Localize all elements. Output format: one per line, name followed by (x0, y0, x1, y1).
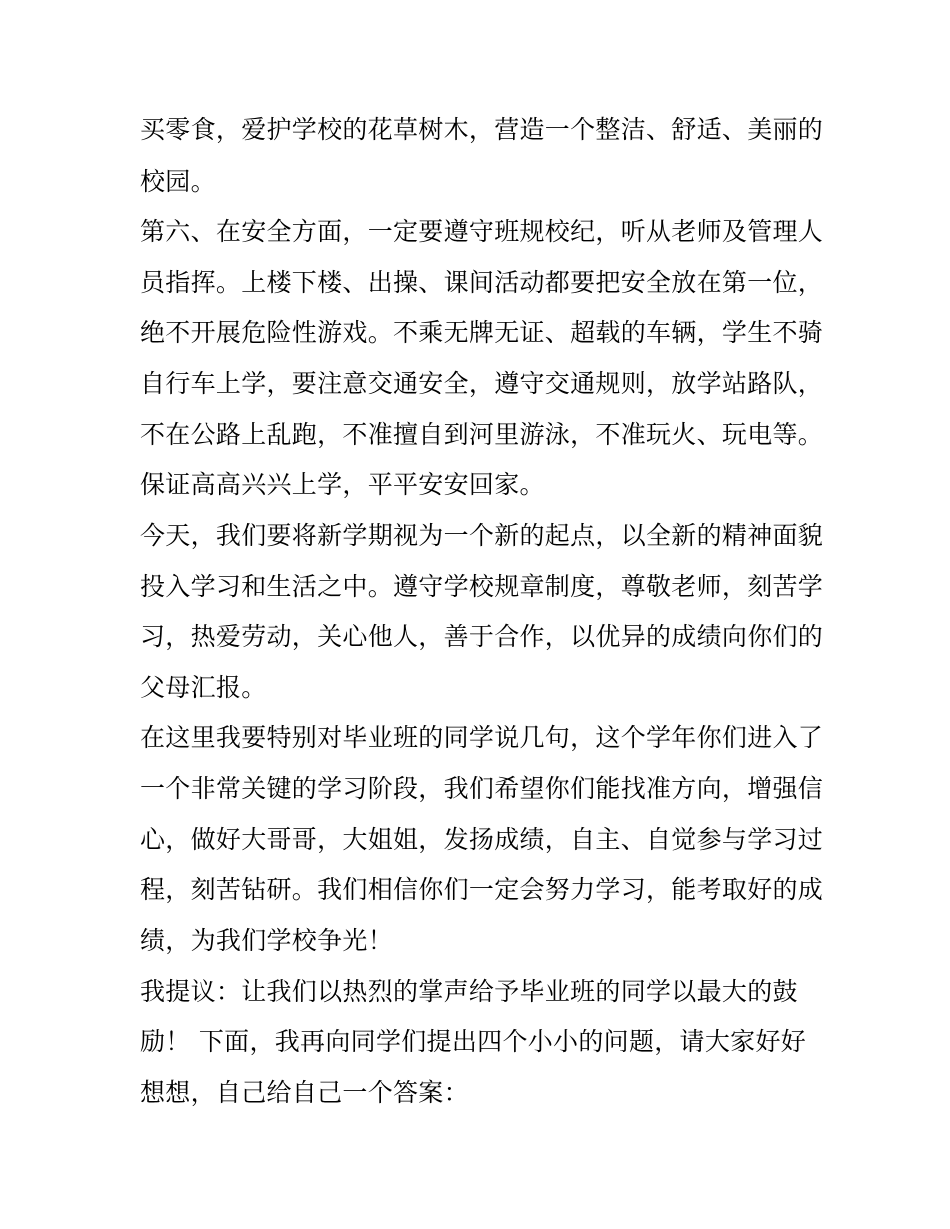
text-line: 习，热爱劳动，关心他人，善于合作，以优异的成绩向你们的 (140, 622, 824, 651)
text-line: 励！ 下面，我再向同学们提出四个小小的问题，请大家好好 (140, 1027, 807, 1056)
text-line: 保证高高兴兴上学，平平安安回家。 (140, 470, 545, 499)
text-line: 我提议：让我们以热烈的掌声给予毕业班的同学以最大的鼓 (140, 977, 798, 1006)
text-line: 员指挥。上楼下楼、出操、课间活动都要把安全放在第一位， (140, 268, 824, 297)
text-line: 第六、在安全方面，一定要遵守班规校纪，听从老师及管理人 (140, 217, 824, 246)
text-line: 想想，自己给自己一个答案： (140, 1078, 469, 1107)
text-line: 程，刻苦钻研。我们相信你们一定会努力学习，能考取好的成 (140, 875, 824, 904)
text-line: 自行车上学，要注意交通安全，遵守交通规则，放学站路队， (140, 369, 824, 398)
text-line: 绩，为我们学校争光！ (140, 926, 394, 955)
text-line: 校园。 (140, 167, 216, 196)
text-line: 一个非常关键的学习阶段，我们希望你们能找准方向，增强信 (140, 774, 824, 803)
text-line: 父母汇报。 (140, 673, 267, 702)
text-line: 买零食，爱护学校的花草树木，营造一个整洁、舒适、美丽的 (140, 115, 824, 144)
text-line: 绝不开展危险性游戏。不乘无牌无证、超载的车辆，学生不骑 (140, 318, 824, 347)
text-line: 不在公路上乱跑，不准擅自到河里游泳，不准玩火、玩电等。 (140, 420, 824, 449)
text-line: 投入学习和生活之中。遵守学校规章制度，尊敬老师，刻苦学 (140, 572, 824, 601)
text-line: 在这里我要特别对毕业班的同学说几句，这个学年你们进入了 (140, 723, 824, 752)
text-line: 今天，我们要将新学期视为一个新的起点，以全新的精神面貌 (140, 521, 824, 550)
text-line: 心，做好大哥哥，大姐姐，发扬成绩，自主、自觉参与学习过 (140, 825, 824, 854)
